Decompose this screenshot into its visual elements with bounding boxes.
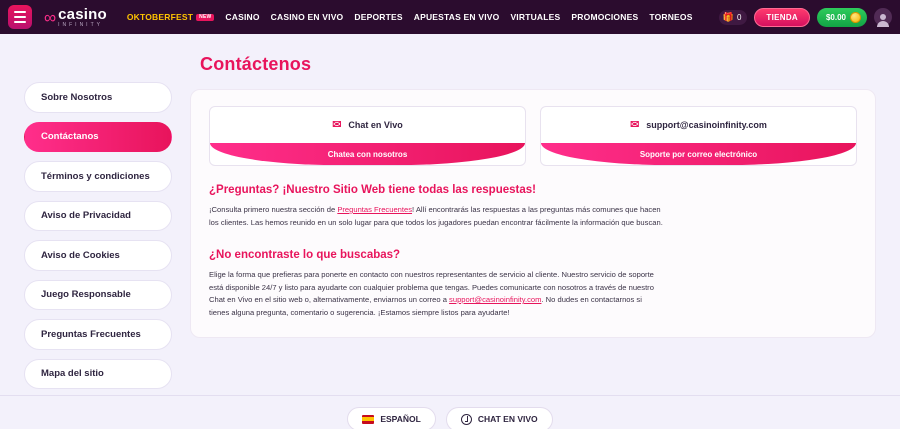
sidebar-item-mapa-del-sitio[interactable]: Mapa del sitio: [24, 359, 172, 390]
top-right-actions: [719, 8, 892, 27]
faq-text-before: ¡Consulta primero nuestra sección de: [209, 205, 338, 214]
live-chat-button[interactable]: [446, 407, 553, 429]
nav-item-apuestas-en-vivo[interactable]: APUESTAS EN VIVO: [413, 12, 500, 22]
nav-label: OKTOBERFEST: [126, 12, 194, 22]
mail-icon: ✉: [630, 118, 640, 131]
page-body: [0, 34, 900, 389]
faq-section-text: [209, 204, 664, 229]
contact-option-header: [210, 107, 525, 143]
sidebar-item-terminos-y-condiciones[interactable]: Términos y condiciones: [24, 161, 172, 192]
support-section-text: [209, 269, 664, 319]
live-chat-label: CHAT EN VIVO: [477, 414, 538, 424]
logo-primary-text: casino: [58, 5, 107, 23]
contact-option-email[interactable]: [540, 106, 857, 166]
store-button[interactable]: TIENDA: [754, 8, 810, 27]
nav-item-casino-en-vivo[interactable]: CASINO EN VIVO: [270, 12, 344, 22]
contact-option-header: [541, 107, 856, 143]
content-card: [190, 89, 876, 338]
hamburger-menu-icon[interactable]: [8, 5, 32, 29]
new-badge: NEW: [196, 14, 214, 21]
page-title: Contáctenos: [200, 54, 312, 74]
nav-item-torneos[interactable]: TORNEOS: [649, 12, 693, 22]
contact-option-live-chat[interactable]: [209, 106, 526, 166]
support-section-title: ¿No encontraste lo que buscabas?: [209, 249, 401, 262]
email-support-cta-button[interactable]: Soporte por correo electrónico: [541, 143, 856, 165]
main-nav: [127, 12, 711, 22]
mail-icon: ✉: [332, 118, 342, 131]
nav-item-casino[interactable]: CASINO: [225, 12, 260, 22]
sidebar-item-contactanos[interactable]: Contáctanos: [24, 122, 172, 153]
chat-icon: [461, 414, 472, 425]
support-text-after: . No dudes en contactarnos si tienes alguna pregunta, comentario o sugerencia. ¡Estamos siempre listos para ayudarte!: [209, 295, 642, 317]
faq-text-after: ! Allí encontrarás las respuestas a las preguntas más comunes que hacen los clientes. Las hemos reunido en un solo lugar para que todos los jugadores puedan encontrar fácilmente la información que buscan.: [209, 205, 663, 227]
faq-section-title: ¿Preguntas? ¡Nuestro Sitio Web tiene todas las respuestas!: [209, 184, 536, 196]
contact-option-label: support@casinoinfinity.com: [646, 120, 767, 130]
sidebar-item-preguntas-frecuentes[interactable]: Preguntas Frecuentes: [24, 319, 172, 350]
nav-item-promociones[interactable]: PROMOCIONES: [571, 12, 639, 22]
main-content: [190, 54, 876, 389]
infinity-icon: ∞: [44, 7, 55, 27]
nav-item-oktoberfest[interactable]: [127, 12, 215, 22]
language-selector[interactable]: [347, 407, 435, 429]
site-logo[interactable]: [44, 7, 107, 28]
gift-count: 0: [736, 12, 742, 22]
support-text-before: Elige la forma que prefieras para ponerte en contacto con nuestros representantes de servicio al cliente. Nuestro servicio de soporte está disponible 24/7 y listo para ayudarte con cualquier problema que tengas. Puedes comunicarte con nosotros a través de nuestro Chat en Vivo en el sitio web o, alternativamente, enviarnos un correo a: [209, 270, 654, 305]
gift-icon: 🎁: [722, 11, 734, 22]
sidebar-item-juego-responsable[interactable]: Juego Responsable: [24, 280, 172, 311]
sidebar-item-aviso-de-privacidad[interactable]: Aviso de Privacidad: [24, 201, 172, 232]
footer-bar: [0, 396, 900, 429]
language-label: ESPAÑOL: [380, 414, 421, 424]
nav-item-virtuales[interactable]: VIRTUALES: [510, 12, 561, 22]
contact-option-label: Chat en Vivo: [348, 120, 403, 130]
faq-link[interactable]: Preguntas Frecuentes: [337, 205, 413, 214]
sidebar-item-aviso-de-cookies[interactable]: Aviso de Cookies: [24, 240, 172, 271]
coin-icon: [850, 12, 861, 23]
nav-item-deportes[interactable]: DEPORTES: [354, 12, 403, 22]
support-email-link[interactable]: support@casinoinfinity.com: [449, 295, 542, 305]
balance-display[interactable]: [817, 8, 867, 27]
logo-secondary-text: INFINITY: [58, 21, 103, 28]
top-navigation-bar: [0, 0, 900, 34]
avatar[interactable]: [874, 8, 892, 26]
user-icon: [880, 14, 886, 20]
gift-counter[interactable]: [719, 10, 748, 25]
contact-options: [209, 106, 857, 166]
sidebar-item-sobre-nosotros[interactable]: Sobre Nosotros: [24, 82, 172, 113]
spain-flag-icon: [362, 415, 374, 424]
balance-amount: $0.00: [825, 12, 846, 22]
sidebar: [24, 54, 172, 389]
live-chat-cta-button[interactable]: Chatea con nosotros: [210, 143, 525, 165]
